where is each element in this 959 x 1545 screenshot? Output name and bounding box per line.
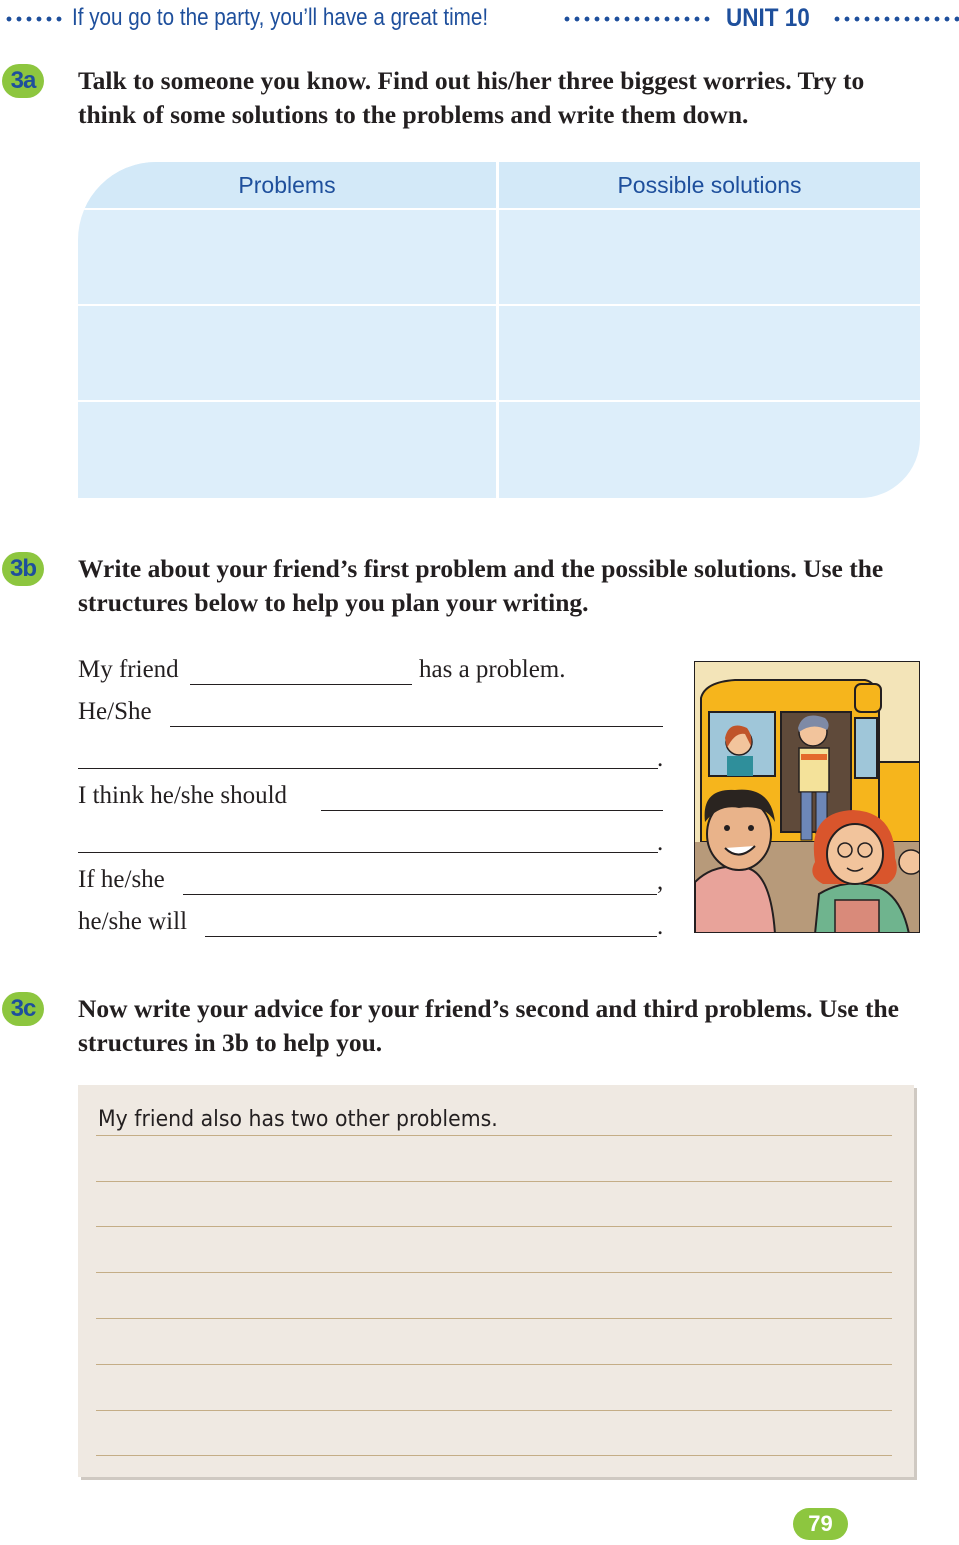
blank-advice-line-2[interactable] xyxy=(78,852,658,853)
prompt-he-she: He/She xyxy=(78,698,152,725)
blank-friend-name[interactable] xyxy=(190,684,412,685)
blank-condition[interactable] xyxy=(183,894,657,895)
prompt-think-should: I think he/she should xyxy=(78,782,288,809)
blank-advice-line-1[interactable] xyxy=(321,810,663,811)
writing-line[interactable] xyxy=(96,1181,892,1182)
unit-label: UNIT 10 xyxy=(726,4,810,32)
period-mark: . xyxy=(657,829,664,856)
header-dots-middle xyxy=(562,16,714,22)
writing-line[interactable] xyxy=(96,1455,892,1456)
column-header-solutions: Possible solutions xyxy=(617,172,802,198)
header-dots-left xyxy=(4,16,64,22)
period-mark: . xyxy=(657,745,664,772)
problems-solutions-table xyxy=(78,162,920,498)
writing-line[interactable] xyxy=(96,1364,892,1365)
school-bus-drawing xyxy=(695,662,920,933)
blank-result[interactable] xyxy=(205,936,657,937)
writing-box[interactable] xyxy=(78,1085,914,1477)
period-mark: . xyxy=(657,913,664,940)
prompt-he-she-will: he/she will xyxy=(78,908,188,935)
comma-mark: , xyxy=(657,868,664,895)
writing-line[interactable] xyxy=(96,1318,892,1319)
section-badge-3b: 3b xyxy=(2,552,44,586)
prompt-if-he-she: If he/she xyxy=(78,866,165,893)
prompt-has-problem: has a problem. xyxy=(419,656,566,683)
header-title: If you go to the party, you’ll have a great time! xyxy=(72,4,489,31)
solution-cell-3[interactable] xyxy=(499,402,917,496)
table-header-problems xyxy=(78,162,496,208)
section-badge-3a: 3a xyxy=(2,64,44,98)
instruction-3c: Now write your advice for your friend’s second and third problems. Use the structures in 3b to help you. xyxy=(78,994,899,1057)
writing-line[interactable] xyxy=(96,1226,892,1227)
blank-problem-line-1[interactable] xyxy=(170,726,663,727)
problem-cell-3[interactable] xyxy=(78,402,496,496)
instruction-3a: Talk to someone you know. Find out his/her three biggest worries. Try to think of some solutions to the problems and write them down. xyxy=(78,66,865,129)
problem-cell-1[interactable] xyxy=(78,210,496,304)
table-row-divider xyxy=(78,304,920,306)
table-row-divider xyxy=(78,400,920,402)
instruction-3b: Write about your friend’s first problem and the possible solutions. Use the structures below to help you plan your writing. xyxy=(78,554,884,617)
writing-line[interactable] xyxy=(96,1410,892,1411)
solution-cell-2[interactable] xyxy=(499,306,917,400)
section-badge-3c: 3c xyxy=(2,992,44,1026)
writing-line[interactable] xyxy=(96,1135,892,1136)
page-number: 79 xyxy=(793,1508,848,1540)
sample-first-line: My friend also has two other problems. xyxy=(98,1107,498,1132)
blank-problem-line-2[interactable] xyxy=(78,768,658,769)
page-header xyxy=(0,4,959,38)
writing-line[interactable] xyxy=(96,1272,892,1273)
column-header-problems: Problems xyxy=(238,172,336,198)
school-bus-illustration xyxy=(694,661,920,933)
solution-cell-1[interactable] xyxy=(499,210,917,304)
prompt-my-friend: My friend xyxy=(78,656,179,683)
table-column-divider xyxy=(496,162,499,498)
table-row-divider xyxy=(78,208,920,210)
header-dots-right xyxy=(832,16,959,22)
table-header-solutions xyxy=(499,162,920,208)
problem-cell-2[interactable] xyxy=(78,306,496,400)
